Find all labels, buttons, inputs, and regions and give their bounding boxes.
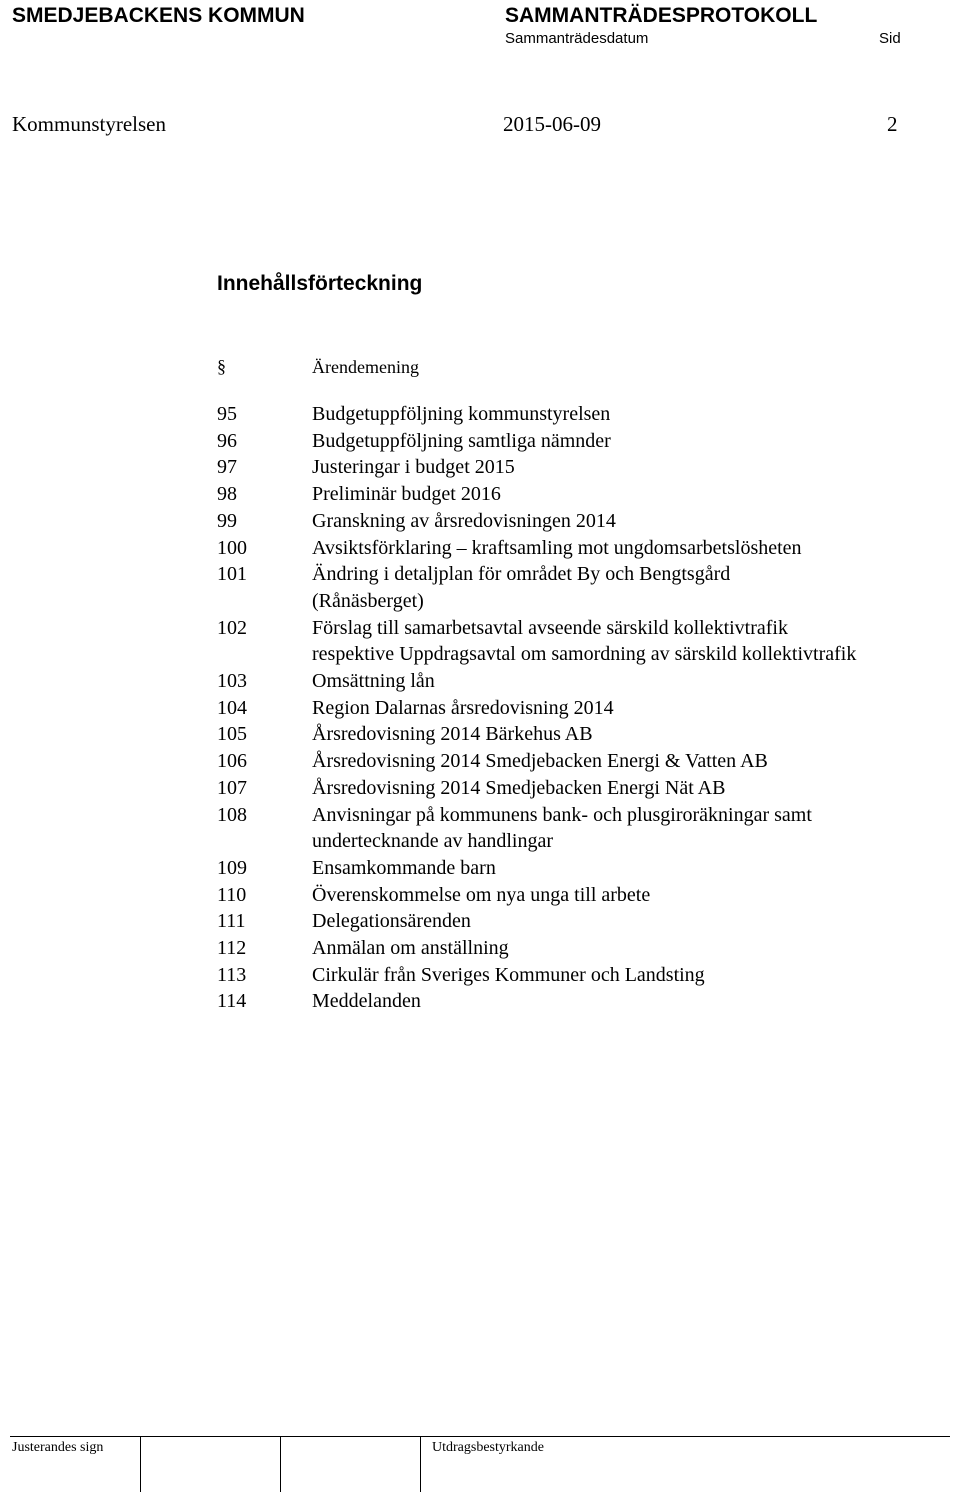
toc-item-number: 114 <box>217 990 247 1013</box>
toc-item-number: 101 <box>217 563 247 586</box>
document-type: SAMMANTRÄDESPROTOKOLL <box>505 4 818 27</box>
toc-item-number: 95 <box>217 403 237 425</box>
extract-label: Utdragsbestyrkande <box>432 1440 544 1455</box>
toc-item <box>217 695 917 722</box>
footer-divider <box>140 1436 141 1492</box>
toc-item-number: 97 <box>217 456 237 479</box>
page-label: Sid <box>879 30 901 47</box>
toc-item <box>217 615 917 668</box>
toc-item-text: Årsredovisning 2014 Bärkehus AB <box>312 723 593 746</box>
toc-item <box>217 748 917 775</box>
toc-item-number: 106 <box>217 750 247 773</box>
toc-item-number: 102 <box>217 616 247 639</box>
signers-label: Justerandes sign <box>12 1440 104 1455</box>
toc-item-text: Region Dalarnas årsredovisning 2014 <box>312 696 614 719</box>
toc-item <box>217 882 917 909</box>
toc-title: Innehållsförteckning <box>217 272 423 295</box>
toc-item-number: 103 <box>217 670 247 693</box>
toc-item <box>217 401 917 428</box>
paragraph-symbol: § <box>217 356 226 376</box>
toc-item-number: 113 <box>217 963 247 986</box>
page-number: 2 <box>887 112 898 136</box>
footer-divider <box>420 1436 421 1492</box>
toc-item <box>217 454 917 481</box>
footer-divider <box>280 1436 281 1492</box>
toc-item-text: Granskning av årsredovisningen 2014 <box>312 509 616 532</box>
toc-item <box>217 561 917 614</box>
toc-item-text: Justeringar i budget 2015 <box>312 456 515 479</box>
toc-item <box>217 855 917 882</box>
toc-item-number: 105 <box>217 723 247 746</box>
toc-item-text: Delegationsärenden <box>312 910 471 933</box>
toc-item-text: Ensamkommande barn <box>312 856 496 879</box>
toc-item <box>217 668 917 695</box>
toc-column-heading: Ärendemening <box>312 357 419 377</box>
toc-item-text: Preliminär budget 2016 <box>312 483 501 506</box>
toc-item-text: Cirkulär från Sveriges Kommuner och Landsting <box>312 963 705 986</box>
toc-item <box>217 508 917 535</box>
meeting-date-label: Sammanträdesdatum <box>505 30 649 47</box>
toc-item <box>217 962 917 989</box>
footer-rule <box>10 1436 950 1437</box>
toc-item-text: Anmälan om anställning <box>312 937 509 960</box>
toc-item <box>217 908 917 935</box>
toc-item-text: Överenskommelse om nya unga till arbete <box>312 883 651 906</box>
toc-item-number: 98 <box>217 483 237 506</box>
toc-item-number: 104 <box>217 696 247 719</box>
toc-item <box>217 481 917 508</box>
toc-item-number: 108 <box>217 803 247 826</box>
toc-item-text: Årsredovisning 2014 Smedjebacken Energi & Vatten AB <box>312 750 768 773</box>
toc-item <box>217 802 917 855</box>
toc-item <box>217 775 917 802</box>
toc-item-text: Årsredovisning 2014 Smedjebacken Energi Nät AB <box>312 776 726 799</box>
toc-item <box>217 721 917 748</box>
meeting-date: 2015-06-09 <box>503 112 601 136</box>
toc-item <box>217 535 917 562</box>
organization-name: SMEDJEBACKENS KOMMUN <box>12 4 305 27</box>
toc-item <box>217 935 917 962</box>
committee-name: Kommunstyrelsen <box>12 112 166 136</box>
toc-item-text: Budgetuppföljning samtliga nämnder <box>312 429 611 452</box>
toc-item <box>217 428 917 455</box>
toc-item-number: 109 <box>217 856 247 879</box>
toc-item-text: Förslag till samarbetsavtal avseende särskild kollektivtrafik respektive Uppdragsavtal om samordning av särskild kollektivtrafik <box>312 616 857 666</box>
toc-item-number: 110 <box>217 883 247 906</box>
toc-item-number: 99 <box>217 509 237 532</box>
toc-item <box>217 988 917 1015</box>
toc-item-number: 112 <box>217 937 247 960</box>
toc-item-text: Ändring i detaljplan för området By och Bengtsgård (Rånäsberget) <box>312 563 731 612</box>
toc-item-number: 111 <box>217 910 246 933</box>
toc-item-text: Anvisningar på kommunens bank- och plusgiroräkningar samt undertecknande av handlingar <box>312 803 812 853</box>
toc-item-number: 107 <box>217 776 247 799</box>
toc-item-number: 100 <box>217 536 247 559</box>
toc-item-text: Budgetuppföljning kommunstyrelsen <box>312 403 611 425</box>
toc-item-text: Omsättning lån <box>312 670 435 693</box>
toc-list <box>217 401 917 1015</box>
toc-item-number: 96 <box>217 429 237 452</box>
toc-item-text: Meddelanden <box>312 990 421 1013</box>
toc-item-text: Avsiktsförklaring – kraftsamling mot ungdomsarbetslösheten <box>312 536 802 559</box>
